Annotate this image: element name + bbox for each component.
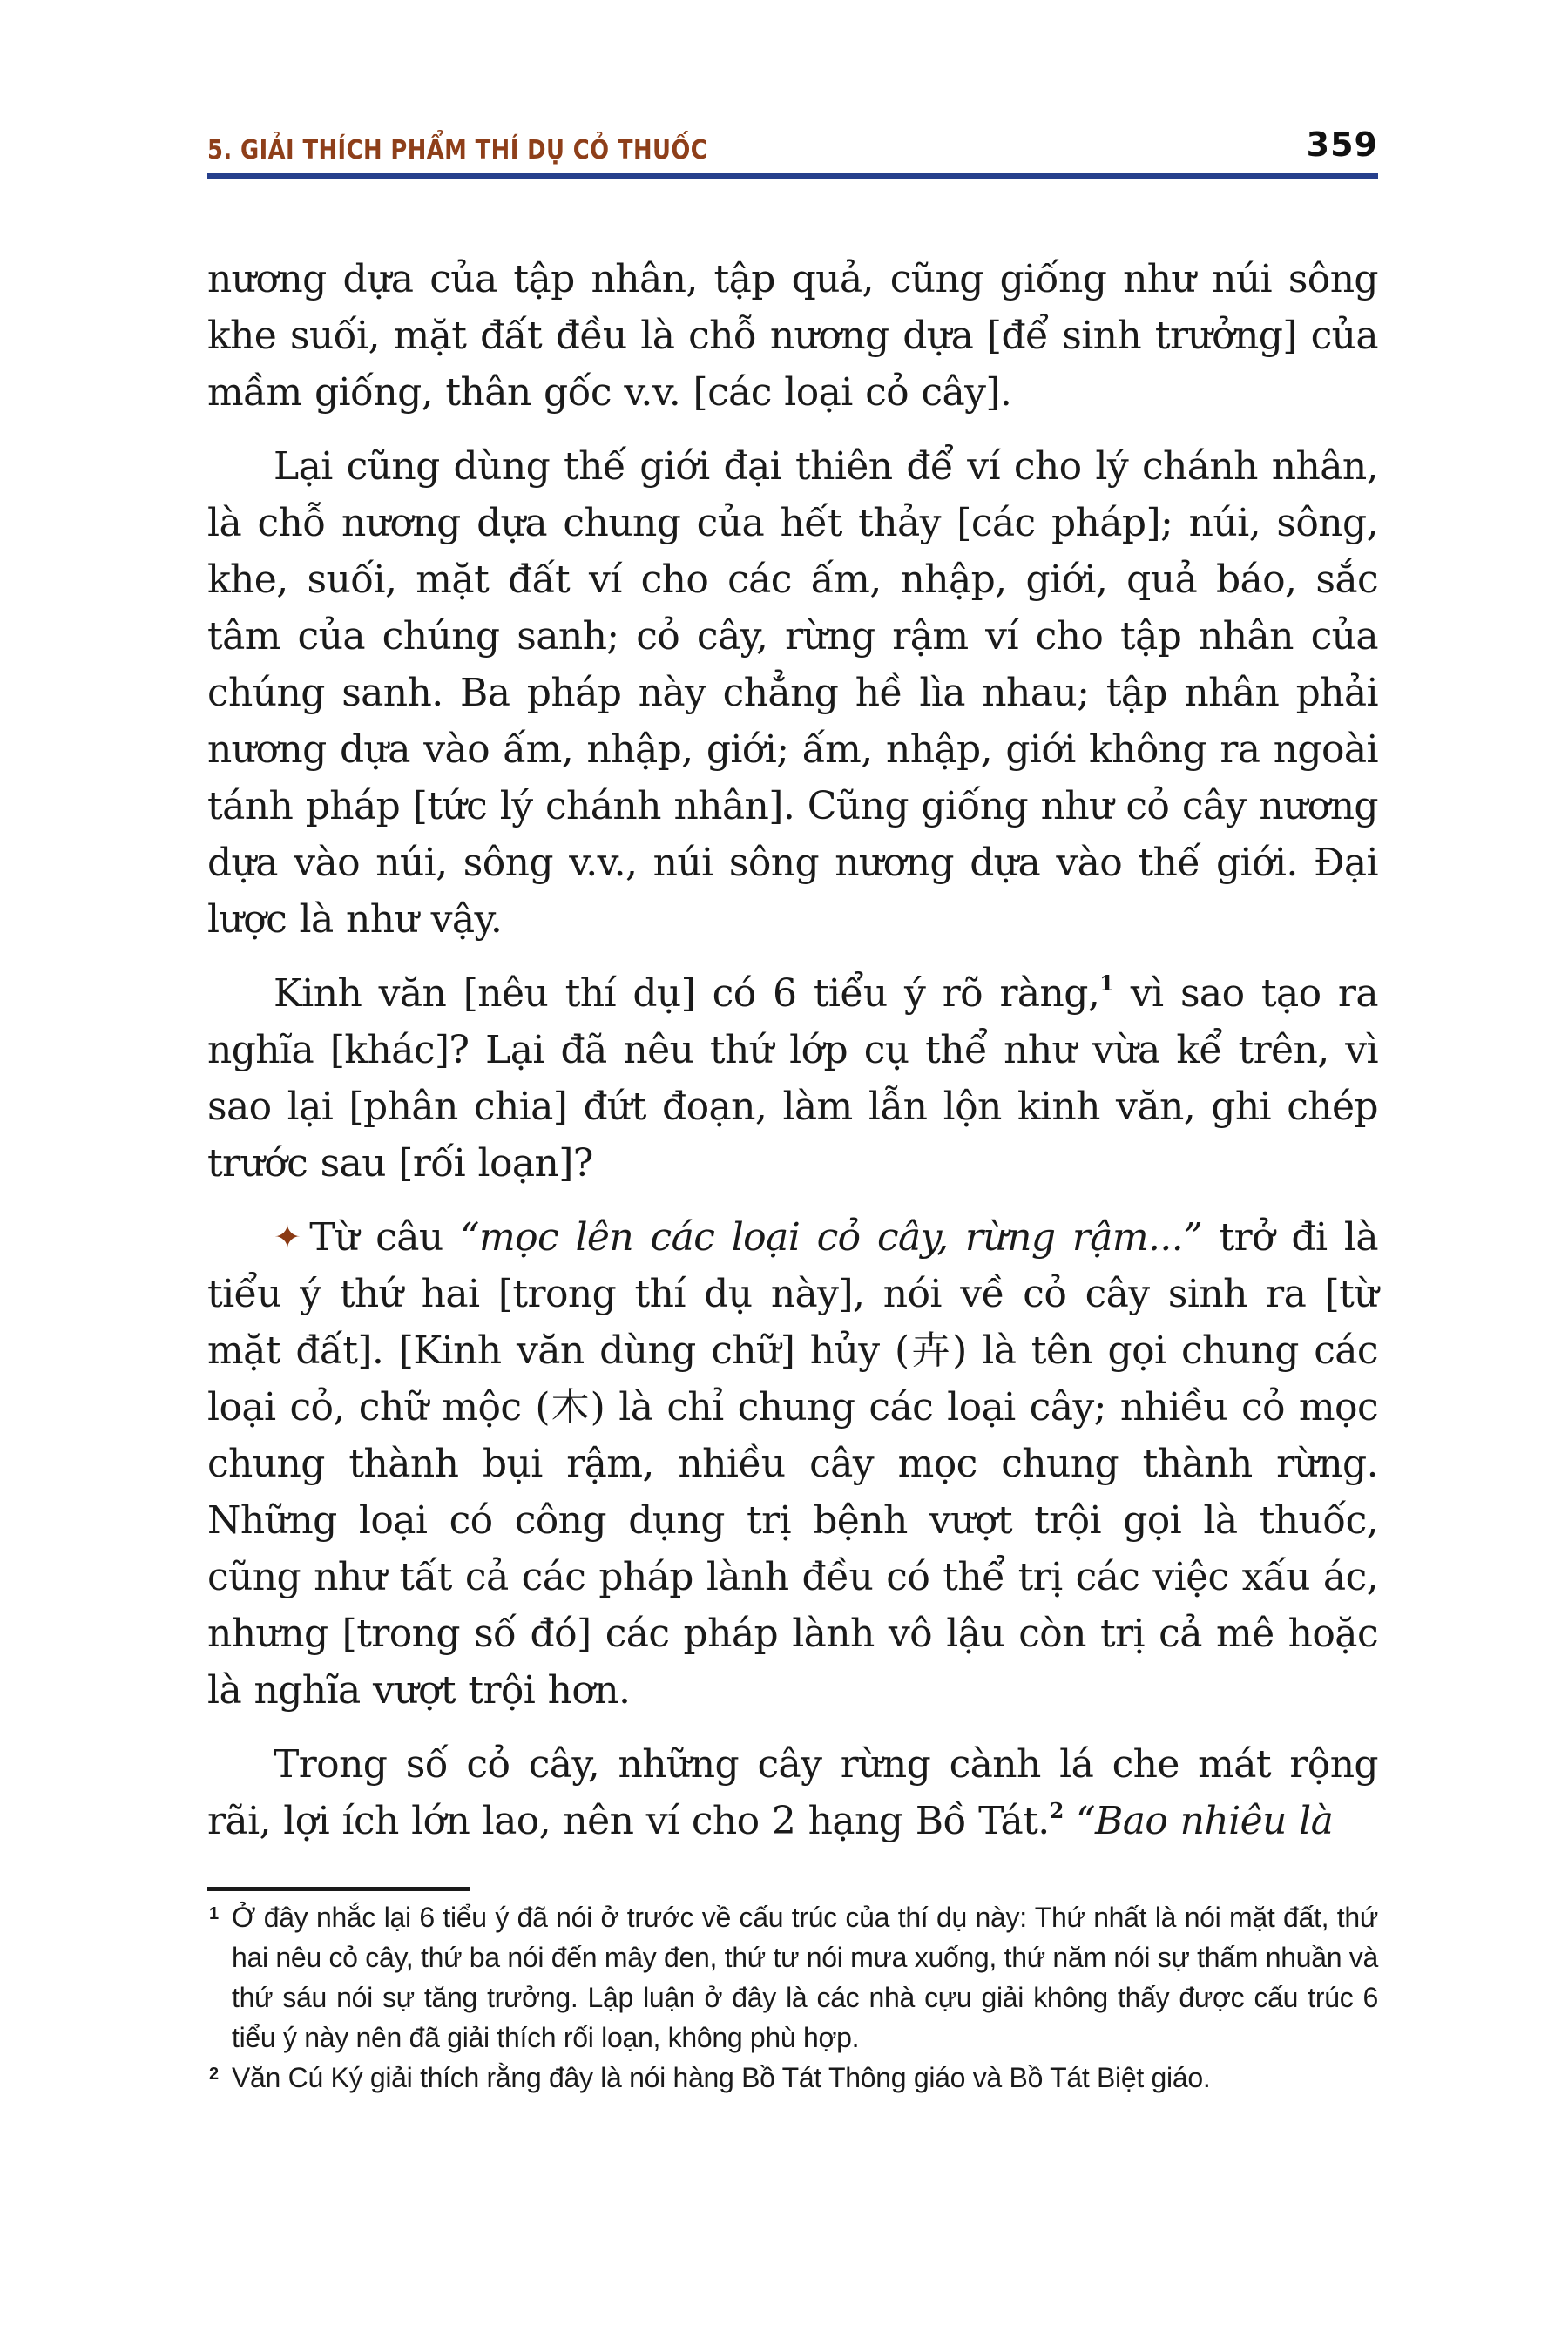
paragraph-5 xyxy=(207,1736,1378,1849)
paragraph-5-quote: “Bao nhiêu là xyxy=(1063,1799,1334,1843)
paragraph-4 xyxy=(207,1209,1378,1719)
header-rule xyxy=(207,173,1378,179)
chapter-title: 5. GIẢI THÍCH PHẨM THÍ DỤ CỎ THUỐC xyxy=(207,135,708,166)
paragraph-5-text: Trong số cỏ cây, những cây rừng cành lá che mát rộng rãi, lợi ích lớn lao, nên ví cho 2 hạng Bồ Tát. xyxy=(207,1742,1378,1843)
footnote-mark: 1 xyxy=(209,1904,219,1923)
footnote-text: Văn Cú Ký giải thích rằng đây là nói hàng Bồ Tát Thông giáo và Bồ Tát Biệt giáo. xyxy=(232,2062,1211,2093)
footnote-1 xyxy=(207,1897,1378,2058)
footnote-text: Ở đây nhắc lại 6 tiểu ý đã nói ở trước về cấu trúc của thí dụ này: Thứ nhất là nói mặt đất, thứ hai nêu cỏ cây, thứ ba nói đến mây đen, thứ tư nói mưa xuống, thứ năm nói sự thấm nhuần và thứ sáu nói sự tăng trưởng. Lập luận ở đây là các nhà cựu giải không thấy được cấu trúc 6 tiểu ý này nên đã giải thích rối loạn, không phù hợp. xyxy=(232,1902,1378,2053)
body-text xyxy=(207,251,1378,1867)
footnote-separator xyxy=(207,1887,470,1891)
paragraph-1: nương dựa của tập nhân, tập quả, cũng giống như núi sông khe suối, mặt đất đều là chỗ nương dựa [để sinh trưởng] của mầm giống, thân gốc v.v. [các loại cỏ cây]. xyxy=(207,257,1378,415)
footnote-2 xyxy=(207,2058,1378,2098)
han-character-moc: 木 xyxy=(549,1385,591,1429)
footnote-ref-2[interactable]: 2 xyxy=(1049,1798,1064,1823)
paragraph-3 xyxy=(207,965,1378,1192)
sutra-quote: “mọc lên các loại cỏ cây, rừng rậm...” xyxy=(460,1215,1203,1260)
running-head xyxy=(207,122,1378,176)
han-character-hui: 卉 xyxy=(909,1328,953,1373)
footnote-mark: 2 xyxy=(209,2065,219,2084)
four-point-star-icon: ✦ xyxy=(274,1218,301,1256)
paragraph-2: Lại cũng dùng thế giới đại thiên để ví cho lý chánh nhân, là chỗ nương dựa chung của hết thảy [các pháp]; núi, sông, khe, suối, mặt đất ví cho các ấm, nhập, giới, quả báo, sắc tâm của chúng sanh; cỏ cây, rừng rậm ví cho tập nhân của chúng sanh. Ba pháp này chẳng hề lìa nhau; tập nhân phải nương dựa vào ấm, nhập, giới; ấm, nhập, giới không ra ngoài tánh pháp [tức lý chánh nhân]. Cũng giống như cỏ cây nương dựa vào núi, sông v.v., núi sông nương dựa vào thế giới. Đại lược là như vậy. xyxy=(207,444,1378,942)
paragraph-4-lead: Từ câu xyxy=(309,1215,461,1260)
page-number: 359 xyxy=(1306,125,1378,164)
footnotes xyxy=(207,1897,1378,2098)
paragraph-3-text-a: Kinh văn [nêu thí dụ] có 6 tiểu ý rõ ràng, xyxy=(274,971,1100,1016)
paragraph-4-text-a: trở đi là tiểu ý thứ hai [trong thí dụ này], nói về cỏ cây sinh ra [từ mặt đất]. [Kinh văn dùng chữ] hủy ( xyxy=(207,1215,1378,1373)
paragraph-4-text-c: ) là chỉ chung các loại cây; nhiều cỏ mọc chung thành bụi rậm, nhiều cây mọc chung thành rừng. Những loại có công dụng trị bệnh vượt trội gọi là thuốc, cũng như tất cả các pháp lành đều có thể trị các việc xấu ác, nhưng [trong số đó] các pháp lành vô lậu còn trị cả mê hoặc là nghĩa vượt trội hơn. xyxy=(207,1385,1378,1713)
footnote-ref-1[interactable]: 1 xyxy=(1099,970,1114,996)
paragraph-3-text-b: vì sao tạo ra nghĩa [khác]? Lại đã nêu thứ lớp cụ thể như vừa kể trên, vì sao lại [phân chia] đứt đoạn, làm lẫn lộn kinh văn, ghi chép trước sau [rối loạn]? xyxy=(207,971,1378,1186)
paragraph-4-text-b: ) là tên gọi chung các loại cỏ, chữ mộc ( xyxy=(207,1328,1378,1429)
